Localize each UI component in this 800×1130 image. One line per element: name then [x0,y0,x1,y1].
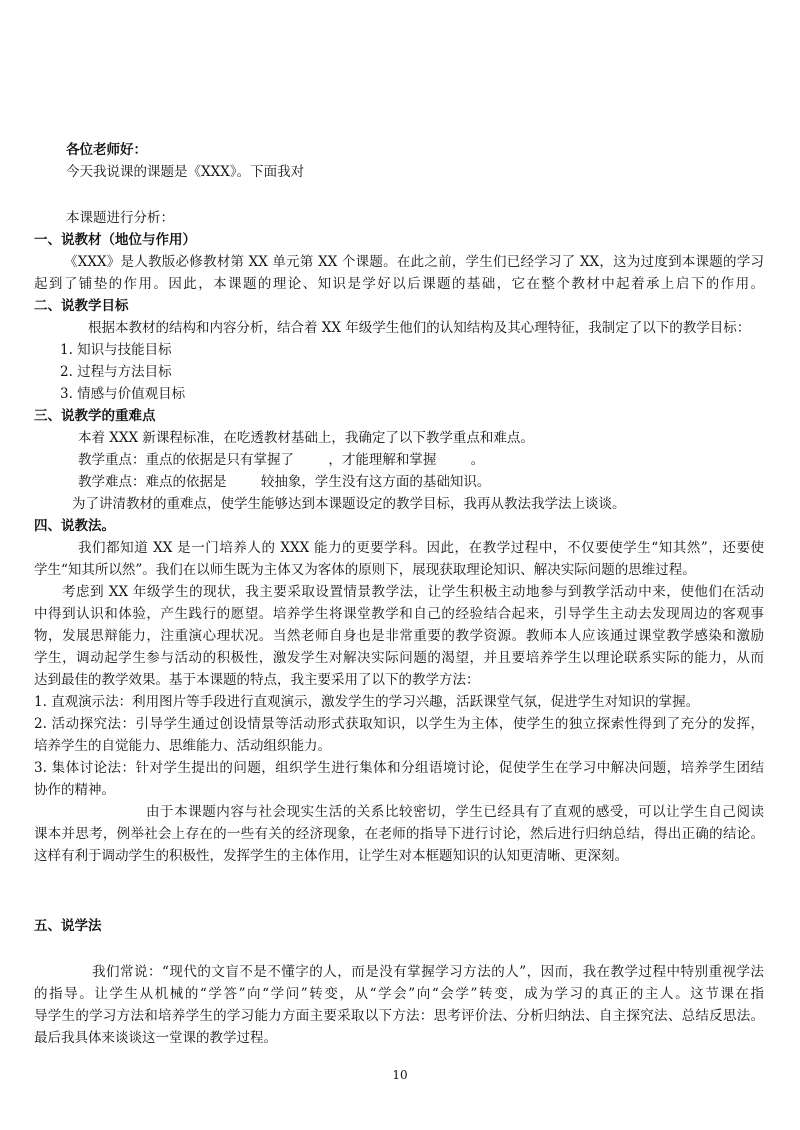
section-5-heading: 五、说学法 [34,918,102,934]
method-item: 2. 活动探究法：引导学生通过创设情景等活动形式获取知识，以学生为主体，使学生的独立探索性得到了充分的发挥， [34,716,764,732]
section-1-heading: 一、说教材（地位与作用） [34,232,196,248]
goal-item: 3. 情感与价值观目标 [60,386,186,402]
paragraph-line: 根据本教材的结构和内容分析，结合着 XX 年级学生他们的认知结构及其心理特征，我制定了以下的教学目标： [88,320,751,336]
method-item: 培养学生的自觉能力、思维能力、活动组织能力。 [34,738,331,754]
goal-item: 1. 知识与技能目标 [60,342,172,358]
method-item: 3. 集体讨论法：针对学生提出的问题，组织学生进行集体和分组语境讨论，促使学生在学习中解决问题，培养学生团结 [34,760,764,776]
key-point-line: 教学重点：重点的依据是只有掌握了 ，才能理解和掌握 。 [78,452,485,468]
greeting: 各位老师好： [66,142,147,158]
paragraph-line: 的指导。让学生从机械的“学答”向“学问”转变，从“学会”向“会学”转变，成为学习的真正的主人。这节课在指 [34,986,764,1002]
paragraph-line: 物，发展思辩能力，注重演心理状况。当然老师自身也是非常重要的教学资源。教师本人应该通过课堂教学感染和激励 [34,628,764,644]
method-item: 协作的精神。 [34,782,115,798]
paragraph-line: 课本并思考，例举社会上存在的一些有关的经济现象，在老师的指导下进行讨论，然后进行归纳总结，得出正确的结论。 [34,826,764,842]
difficulty-line: 教学难点：难点的依据是 较抽象，学生没有这方面的基础知识。 [78,474,491,490]
intro-line-2: 本课题进行分析： [66,210,174,226]
paragraph-line: 最后我具体来谈谈这一堂课的教学过程。 [34,1030,277,1046]
paragraph-line: 为了讲清教材的重难点，使学生能够达到本课题设定的教学目标，我再从教法我学法上谈谈。 [72,496,626,512]
paragraph-line: 导学生的学习方法和培养学生的学习能力方面主要采取以下方法：思考评价法、分析归纳法、自主探究法、总结反思法。 [34,1008,764,1024]
paragraph-line: 考虑到 XX 年级学生的现状，我主要采取设置情景教学法，让学生积极主动地参与到教学活动中来，使他们在活动 [62,584,764,600]
method-item: 1. 直观演示法：利用图片等手段进行直观演示，激发学生的学习兴趣，活跃课堂气氛，促进学生对知识的掌握。 [34,694,700,710]
paragraph-line: 达到最佳的教学效果。基于本课题的特点，我主要采用了以下的教学方法： [34,672,480,688]
paragraph-line: 我们都知道 XX 是一门培养人的 XXX 能力的更要学科。因此，在教学过程中，不仅要使学生“知其然”，还要使 [78,540,764,556]
paragraph-line: 中得到认识和体验，产生践行的愿望。培养学生将课堂教学和自己的经验结合起来，引导学生主动去发现周边的客观事 [34,606,764,622]
goal-item: 2. 过程与方法目标 [60,364,172,380]
paragraph-line: 《XXX》是人教版必修教材第 XX 单元第 XX 个课题。在此之前，学生们已经学习了 XX，这为过度到本课题的学习 [64,254,764,270]
section-2-heading: 二、说教学目标 [34,298,129,314]
intro-line-1: 今天我说课的课题是《XXX》。下面我对 [66,164,305,180]
paragraph-line: 由于本课题内容与社会现实生活的关系比较密切，学生已经具有了直观的感受，可以让学生自己阅读 [146,804,764,820]
paragraph-line: 本着 XXX 新课程标准，在吃透教材基础上，我确定了以下教学重点和难点。 [78,430,534,446]
paragraph-line: 起到了铺垫的作用。因此，本课题的理论、知识是学好以后课题的基础，它在整个教材中起着承上启下的作用。 [34,276,764,292]
page-number: 10 [392,1068,408,1082]
paragraph-line: 这样有利于调动学生的积极性，发挥学生的主体作用，让学生对本框题知识的认知更清晰、更深刻。 [34,848,628,864]
section-3-heading: 三、说教学的重难点 [34,408,156,424]
paragraph-line: 学生，调动起学生参与活动的积极性，激发学生对解决实际问题的渴望，并且要培养学生以理论联系实际的能力，从而 [34,650,764,666]
paragraph-line: 我们常说：“现代的文盲不是不懂字的人，而是没有掌握学习方法的人”，因而，我在教学过程中特别重视学法 [92,964,764,980]
paragraph-line: 学生“知其所以然”。我们在以师生既为主体又为客体的原则下，展现获取理论知识、解决实际问题的思维过程。 [34,562,696,578]
section-4-heading: 四、说教法。 [34,518,115,534]
